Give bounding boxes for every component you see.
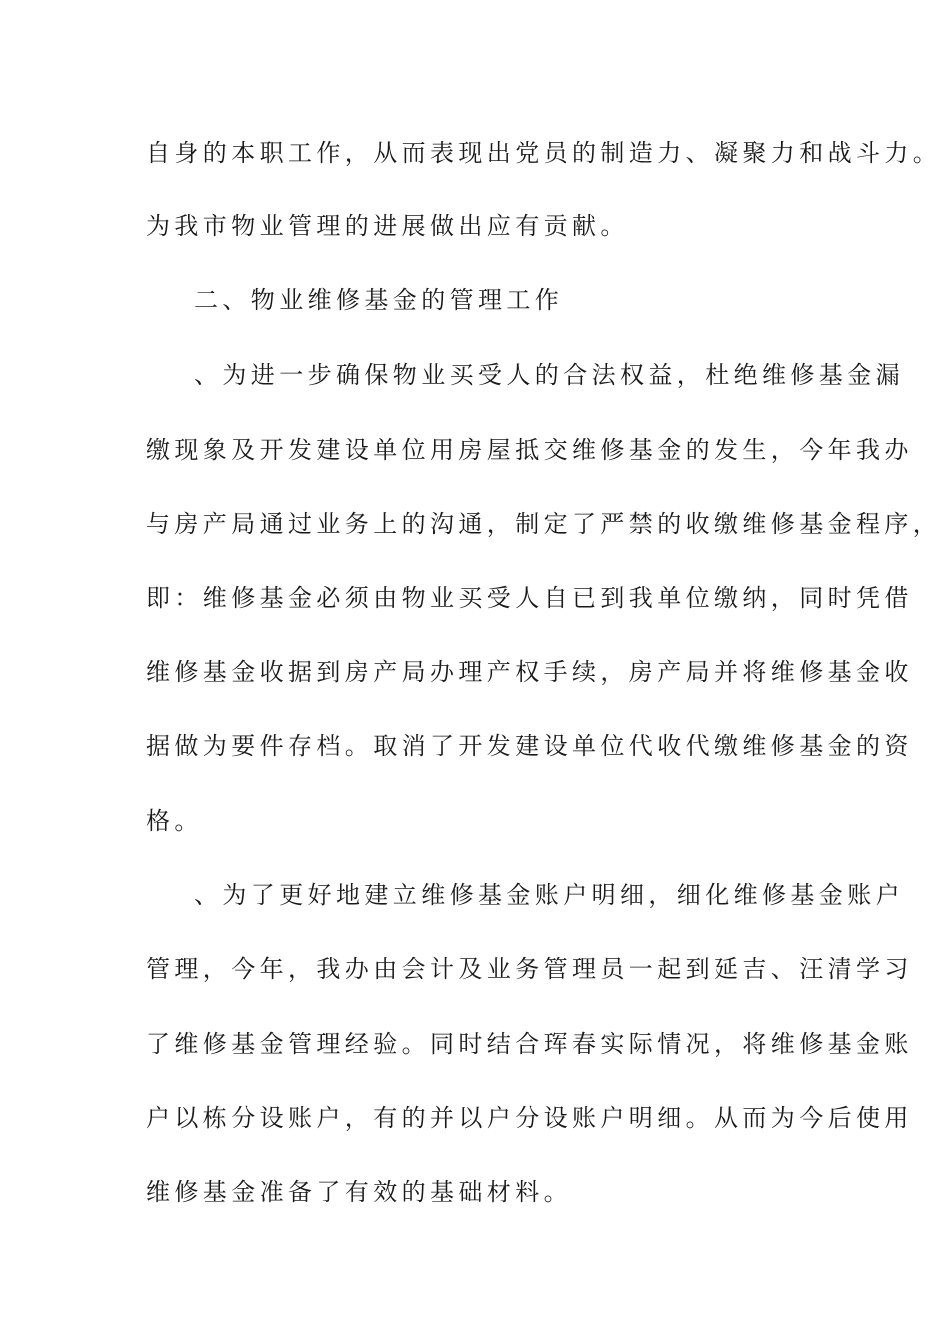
paragraph-line: 自身的本职工作，从而表现出党员的制造力、凝聚力和战斗力。 — [146, 139, 942, 167]
paragraph-line: 为我市物业管理的进展做出应有贡献。 — [146, 212, 629, 240]
paragraph-line: 即：维修基金必须由物业买受人自已到我单位缴纳，同时凭借 — [146, 584, 913, 612]
paragraph-line: 维修基金准备了有效的基础材料。 — [146, 1178, 572, 1206]
paragraph-line: 了维修基金管理经验。同时结合珲春实际情况，将维修基金账 — [146, 1030, 913, 1058]
paragraph-line: 、为进一步确保物业买受人的合法权益，杜绝维修基金漏 — [194, 361, 904, 389]
paragraph-line: 格。 — [146, 807, 203, 835]
paragraph-line: 、为了更好地建立维修基金账户明细，细化维修基金账户 — [194, 881, 904, 909]
paragraph-line: 管理，今年，我办由会计及业务管理员一起到延吉、汪清学习 — [146, 955, 913, 983]
paragraph-line: 户以栋分设账户，有的并以户分设账户明细。从而为今后使用 — [146, 1104, 913, 1132]
section-heading: 二、物业维修基金的管理工作 — [194, 286, 564, 314]
paragraph-line: 维修基金收据到房产局办理产权手续，房产局并将维修基金收 — [146, 658, 913, 686]
paragraph-line: 据做为要件存档。取消了开发建设单位代收代缴维修基金的资 — [146, 732, 913, 760]
paragraph-line: 缴现象及开发建设单位用房屋抵交维修基金的发生，今年我办 — [146, 436, 913, 464]
paragraph-line: 与房产局通过业务上的沟通，制定了严禁的收缴维修基金程序， — [146, 510, 942, 538]
